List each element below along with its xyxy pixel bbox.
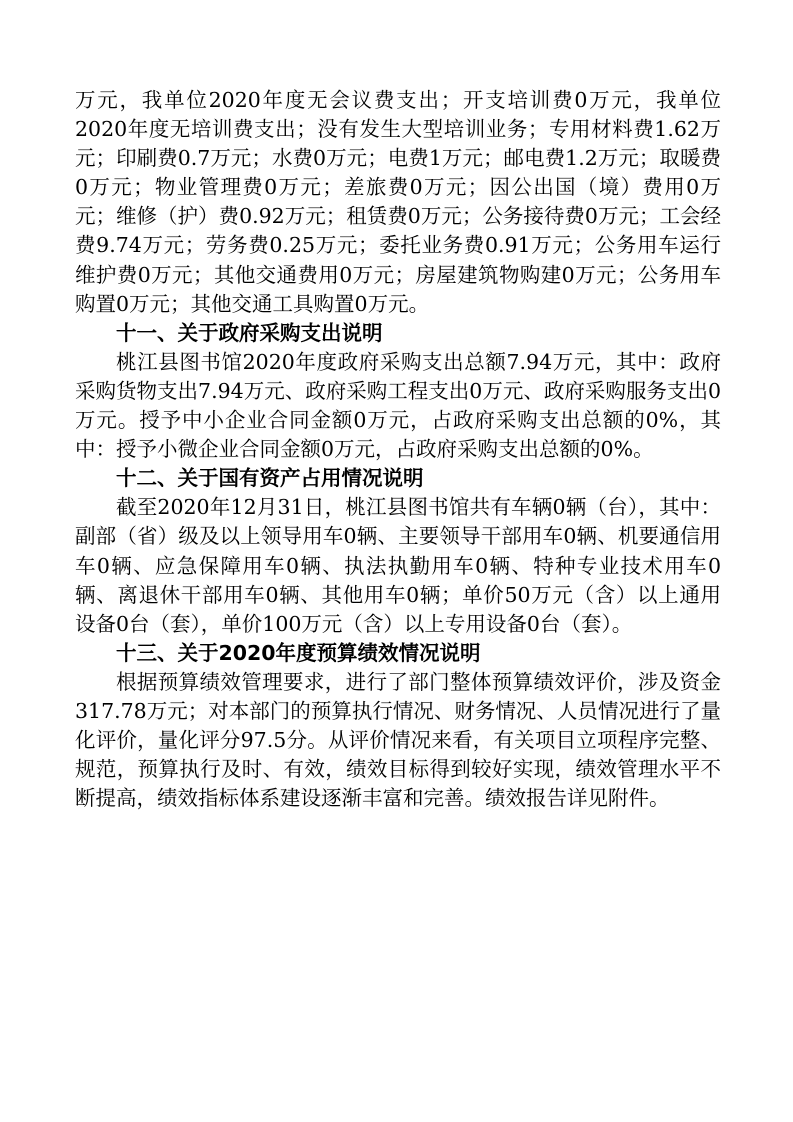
performance-paragraph: 根据预算绩效管理要求，进行了部门整体预算绩效评价，涉及资金317.78万元；对本部门的预算执行情况、财务情况、人员情况进行了量化评价，量化评分97.5分。从评价情况来看，有关项目立项程序完整、规范，预算执行及时、有效，绩效目标得到较好实现，绩效管理水平不断提高，绩效指标体系建设逐渐丰富和完善。绩效报告详见附件。: [75, 669, 721, 811]
state-assets-paragraph: 截至2020年12月31日，桃江县图书馆共有车辆0辆（台），其中：副部（省）级及以上领导用车0辆、主要领导干部用车0辆、机要通信用车0辆、应急保障用车0辆、执法执勤用车0辆、特种专业技术用车0辆、离退休干部用车0辆、其他用车0辆；单价50万元（含）以上通用设备0台（套），单价100万元（含）以上专用设备0台（套）。: [75, 495, 721, 636]
section-11-heading: 十一、关于政府采购支出说明: [116, 320, 383, 345]
document-page: [75, 86, 721, 813]
section-13-heading: 十三、关于2020年度预算绩效情况说明: [116, 640, 481, 665]
expense-details-paragraph: 万元，我单位2020年度无会议费支出；开支培训费0万元，我单位2020年度无培训费支出；没有发生大型培训业务；专用材料费1.62万元；印刷费0.7万元；水费0万元；电费1万元；邮电费1.2万元；取暖费0万元；物业管理费0万元；差旅费0万元；因公出国（境）费用0万元；维修（护）费0.92万元；租赁费0万元；公务接待费0万元；工会经费9.74万元；劳务费0.25万元；委托业务费0.91万元；公务用车运行维护费0万元；其他交通费用0万元；房屋建筑物购建0万元；公务用车购置0万元；其他交通工具购置0万元。: [75, 88, 721, 316]
section-12-heading: 十二、关于国有资产占用情况说明: [116, 466, 424, 491]
procurement-paragraph: 桃江县图书馆2020年度政府采购支出总额7.94万元，其中：政府采购货物支出7.94万元、政府采购工程支出0万元、政府采购服务支出0万元。授予中小企业合同金额0万元，占政府采购支出总额的0%，其中：授予小微企业合同金额0万元，占政府采购支出总额的0%。: [75, 349, 721, 462]
